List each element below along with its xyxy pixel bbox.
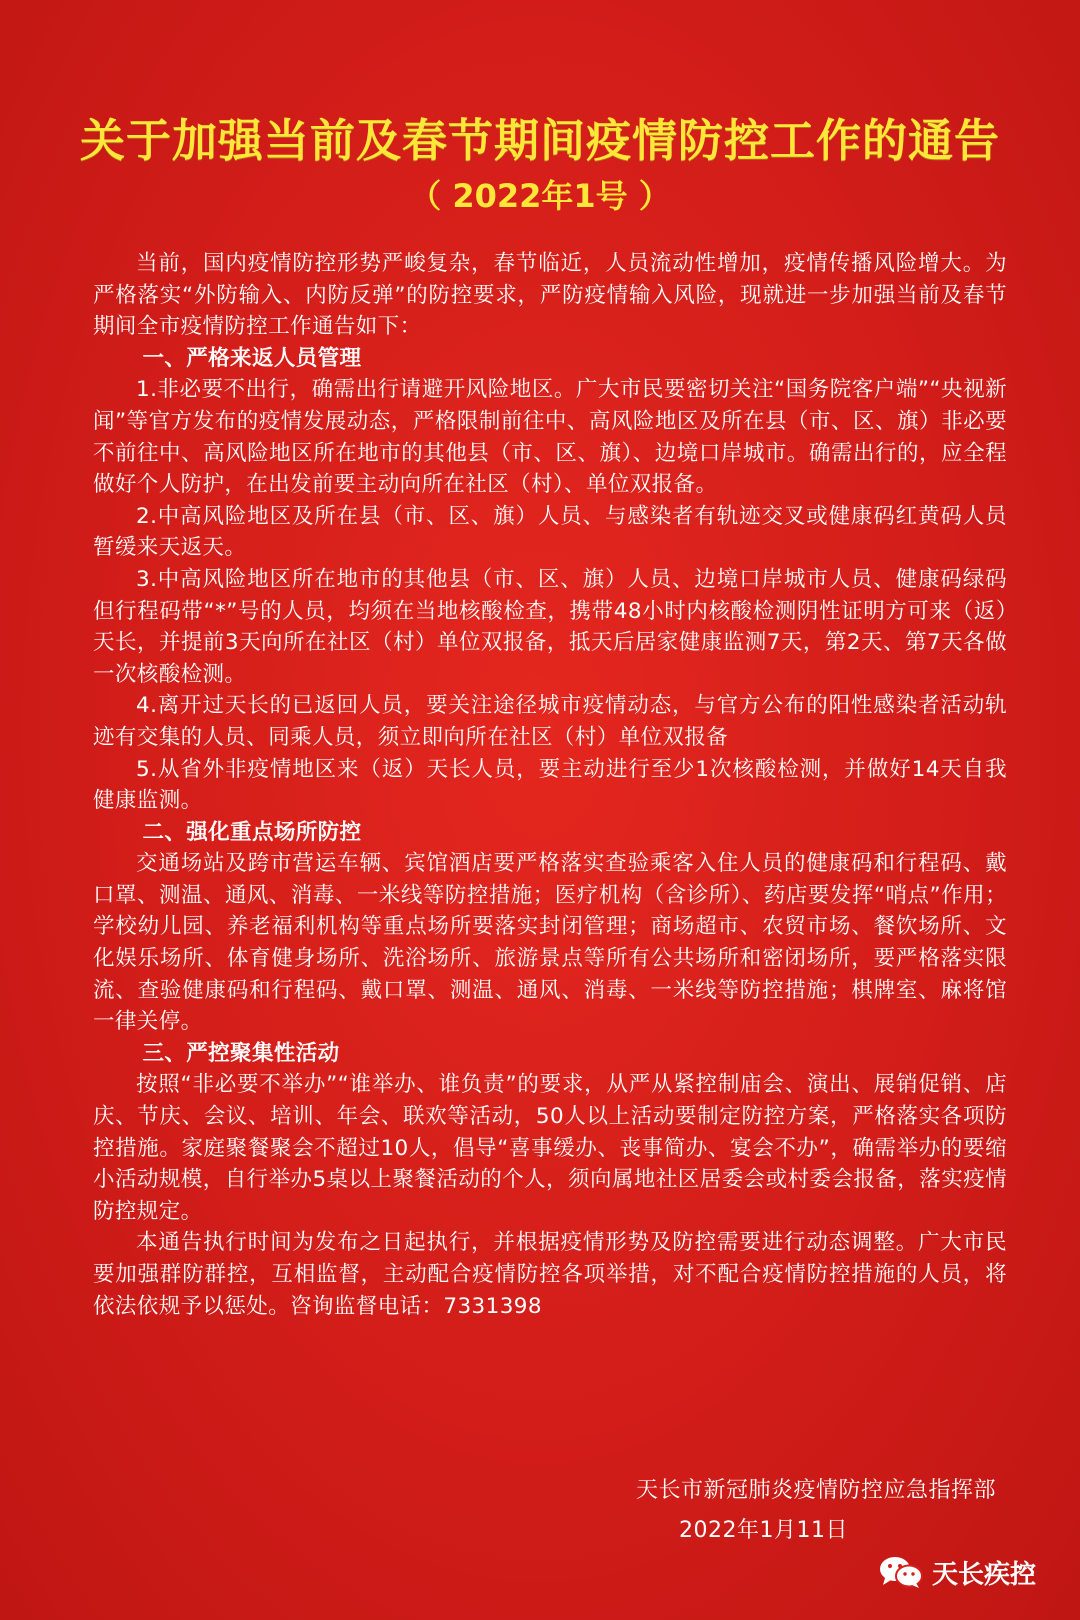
issuer-signature: 天长市新冠肺炎疫情防控应急指挥部 [635,1478,996,1503]
item-paragraph-5: 5.从省外非疫情地区来（返）天长人员，要主动进行至少1次核酸检测，并做好14天自我健康监测。 [93,756,1007,814]
watermark [878,1552,1036,1592]
section-heading-2: 二、强化重点场所防控 [142,819,362,845]
section-heading-3: 三、严控聚集性活动 [142,1040,340,1066]
item-paragraph-4: 4.离开过天长的已返回人员，要关注途径城市疫情动态，与官方公布的阳性感染者活动轨迹有交集的人员、同乘人员，须立即向所在社区（村）单位双报备 [93,693,1007,750]
notice-body [93,248,1007,1322]
gatherings-paragraph: 按照“非必要不举办”“谁举办、谁负责”的要求，从严从紧控制庙会、演出、展销促销、店庆、节庆、会议、培训、年会、联欢等活动，50人以上活动要制定防控方案，严格落实各项防控措施。家庭聚餐聚会不超过10人，倡导“喜事缓办、丧事简办、宴会不办”，确需举办的要缩小活动规模，自行举办5桌以上聚餐活动的个人，须向属地社区居委会或村委会报备，落实疫情防控规定。 [93,1072,1007,1224]
notice-title: 关于加强当前及春节期间疫情防控工作的通告 [79,114,1000,167]
issue-date: 2022年1月11日 [679,1518,848,1543]
item-paragraph-1: 1.非必要不出行，确需出行请避开风险地区。广大市民要密切关注“国务院客户端”“央视新闻”等官方发布的疫情发展动态，严格限制前往中、高风险地区及所在县（市、区、旗）非必要不前往中、高风险地区所在地市的其他县（市、区、旗）、边境口岸城市。确需出行的，应全程做好个人防护，在出发前要主动向所在社区（村）、单位双报备。 [93,377,1007,498]
notice-number: （ 2022年1号 ） [409,177,671,215]
section-heading-1: 一、严格来返人员管理 [142,345,362,371]
item-paragraph-2: 2.中高风险地区及所在县（市、区、旗）人员、与感染者有轨迹交叉或健康码红黄码人员暂缓来天返天。 [93,503,1007,561]
closing-paragraph: 本通告执行时间为发布之日起执行，并根据疫情形势及防控需要进行动态调整。广大市民要加强群防群控，互相监督，主动配合疫情防控各项举措，对不配合疫情防控措施的人员，将依法依规予以惩处。咨询监督电话：7331398 [93,1230,1007,1319]
venues-paragraph: 交通场站及跨市营运车辆、宾馆酒店要严格落实查验乘客入住人员的健康码和行程码、戴口罩、测温、通风、消毒、一米线等防控措施；医疗机构（含诊所）、药店要发挥“哨点”作用；学校幼儿园、养老福利机构等重点场所要落实封闭管理；商场超市、农贸市场、餐饮场所、文化娱乐场所、体育健身场所、洗浴场所、旅游景点等所有公共场所和密闭场所，要严格落实限流、查验健康码和行程码、戴口罩、测温、通风、消毒、一米线等防控措施；棋牌室、麻将馆一律关停。 [93,851,1007,1035]
watermark-text: 天长疾控 [932,1559,1037,1590]
intro-paragraph: 当前，国内疫情防控形势严峻复杂，春节临近，人员流动性增加，疫情传播风险增大。为严格落实“外防输入、内防反弹”的防控要求，严防疫情输入风险，现就进一步加强当前及春节期间全市疫情防控工作通告如下： [93,251,1007,340]
wechat-icon [878,1555,924,1589]
item-paragraph-3: 3.中高风险地区所在地市的其他县（市、区、旗）人员、边境口岸城市人员、健康码绿码但行程码带“*”号的人员，均须在当地核酸检查，携带48小时内核酸检测阴性证明方可来（返）天长，并提前3天向所在社区（村）单位双报备，抵天后居家健康监测7天，第2天、第7天各做一次核酸检测。 [93,566,1007,687]
